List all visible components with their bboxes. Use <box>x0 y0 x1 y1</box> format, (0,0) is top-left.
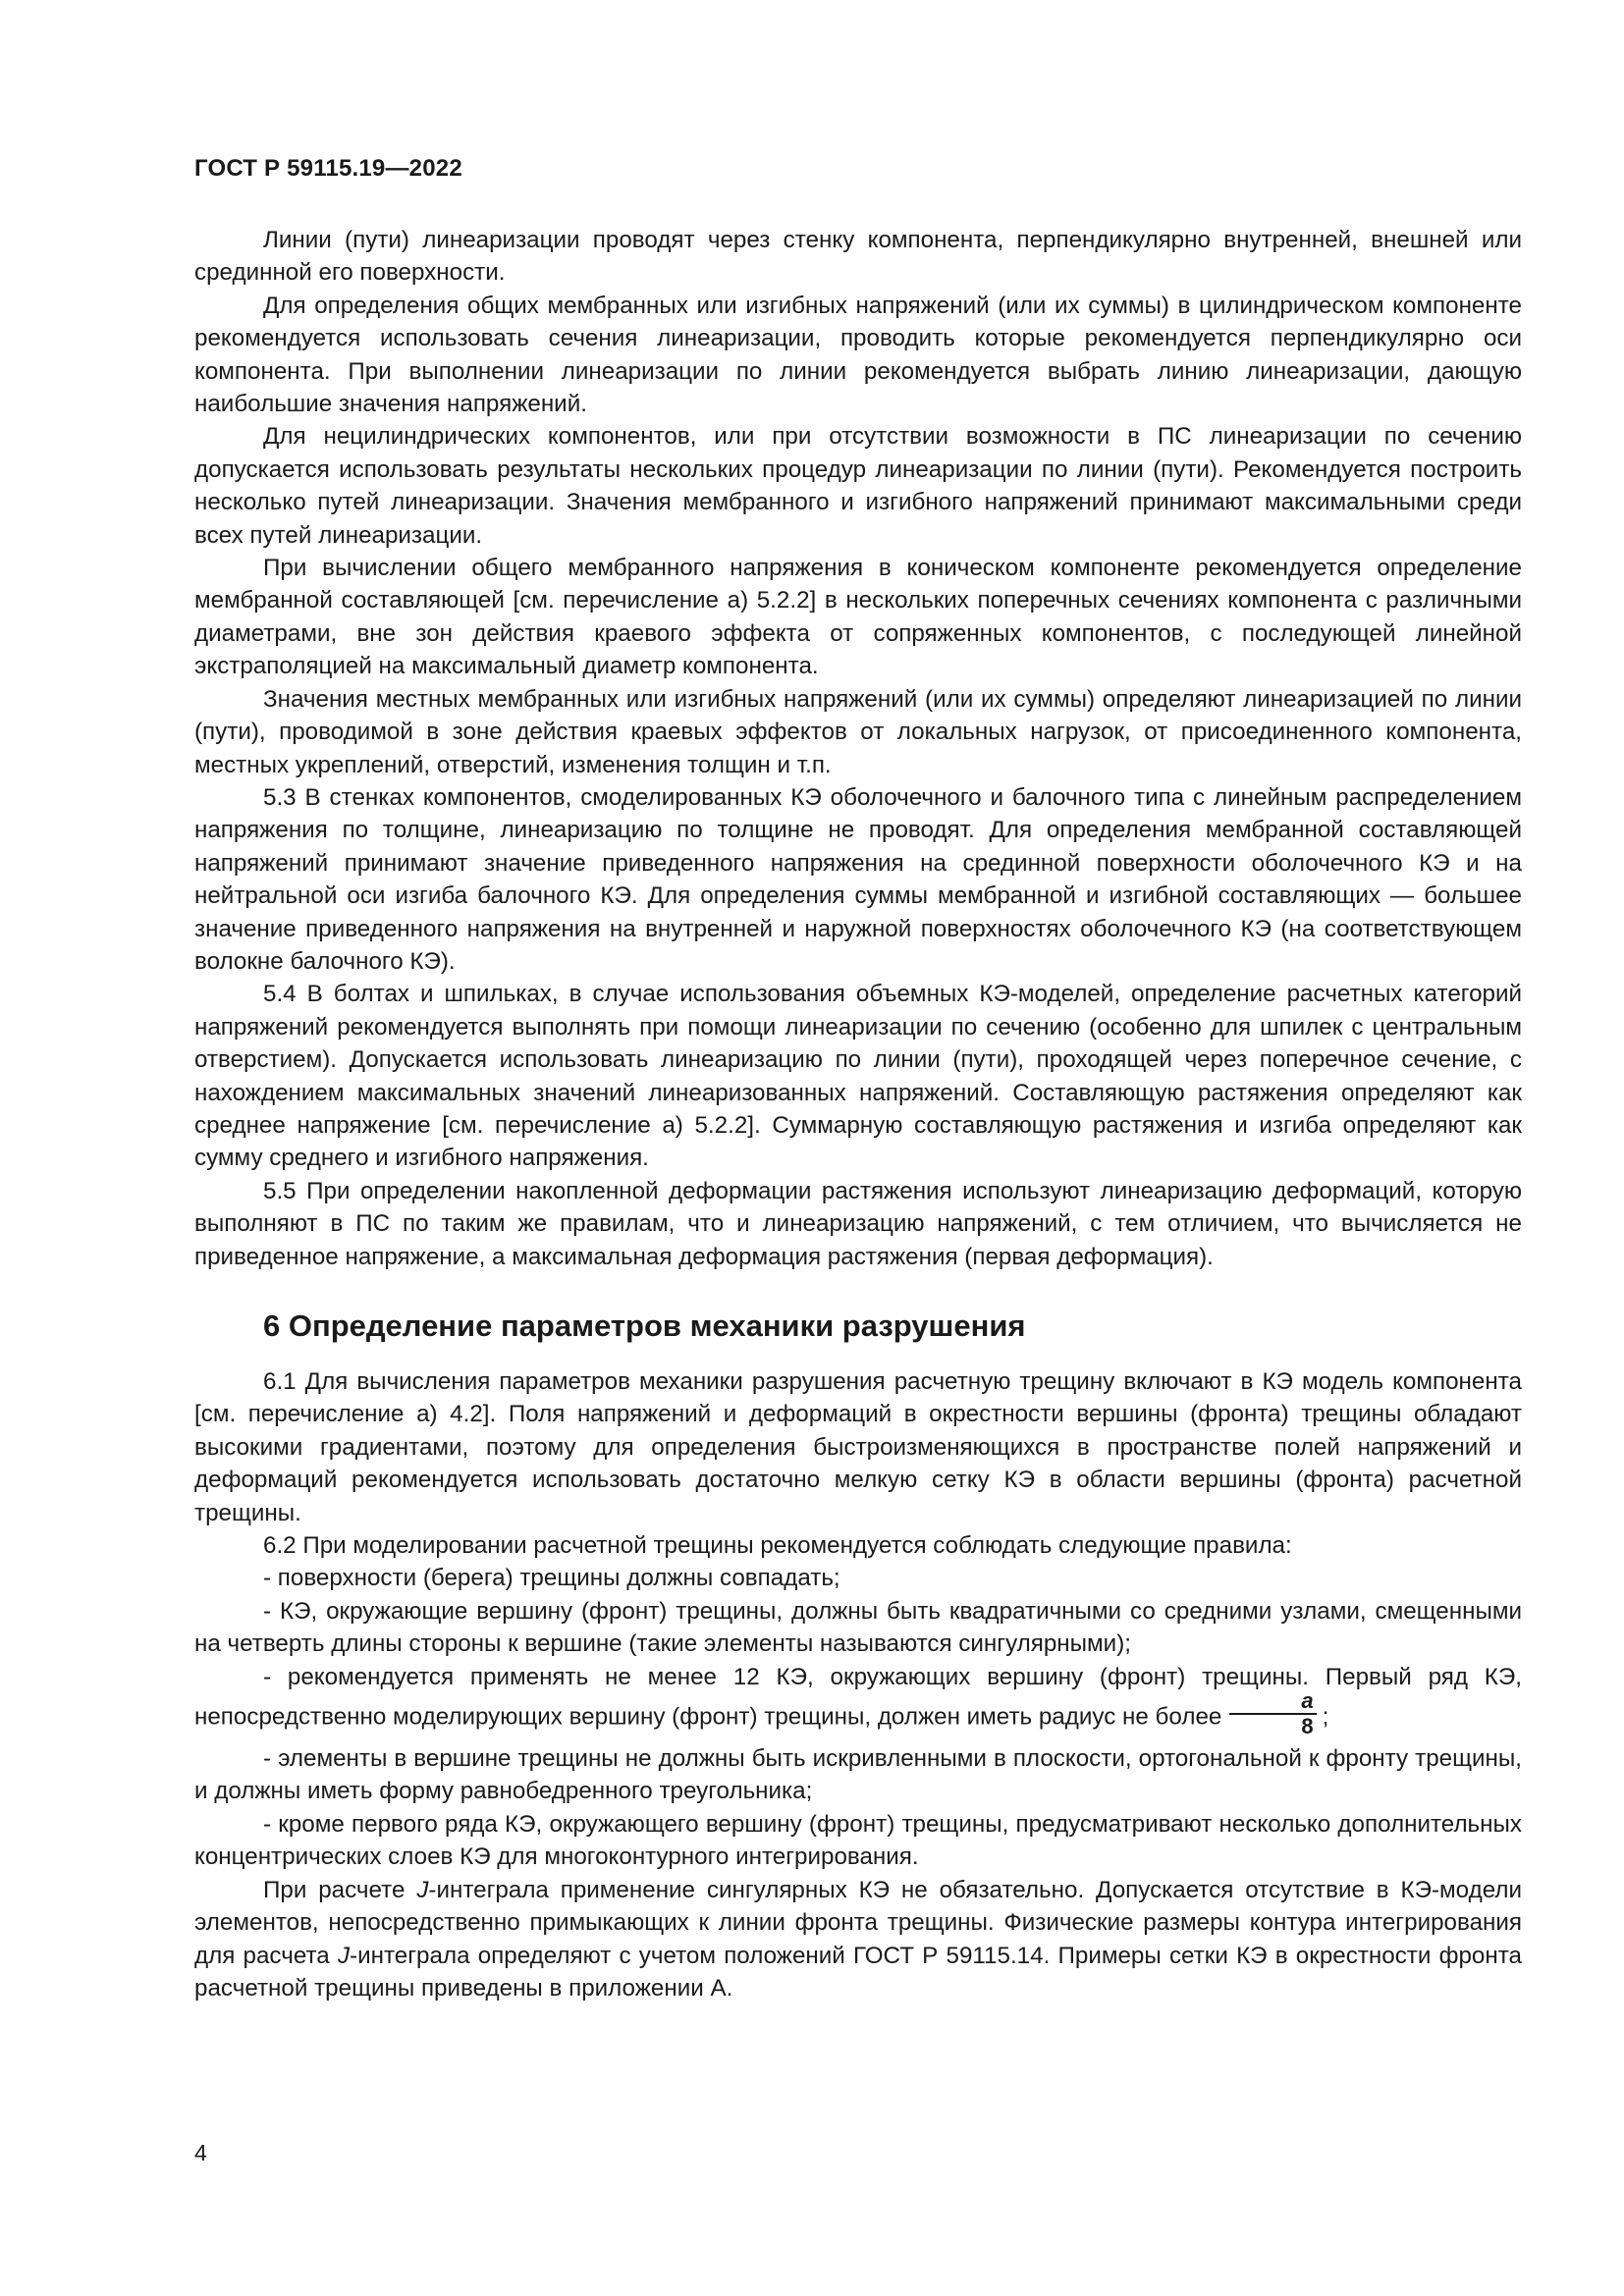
list-item-min-elements <box>194 1661 1522 1742</box>
list-item-crack-surfaces: - поверхности (берега) трещины должны совпадать; <box>263 1565 840 1592</box>
paragraph-5-4: 5.4 В болтах и шпильках, в случае использования объемных КЭ-моделей, определение расчетных категорий напряжений рекомендуется выполнять при помощи линеаризации по сечению (особенно для шпилек с центральным отверстием). Допускается использовать линеаризацию по линии (пути), проходящей через поперечное сечение, с нахождением максимальных значений линеаризованных напряжений. Составляющую растяжения определяют как среднее напряжение [см. перечисление а) 5.2.2]. Суммарную составляющую растяжения и изгиба определяют как сумму среднего и изгибного напряжения. <box>194 981 1522 1172</box>
list-item-min-elements-text: - рекомендуется применять не менее 12 КЭ, окружающих вершину (фронт) трещины. Первый ряд КЭ, непосредственно моделирующих вершину (фронт) трещины, должен иметь радиус не более <box>194 1663 1522 1731</box>
paragraph-conical: При вычислении общего мембранного напряжения в коническом компоненте рекомендуется определение мембранной составляющей [см. перечисление а) 5.2.2] в нескольких поперечных сечениях компонента с различными диаметрами, вне зон действия краевого эффекта от сопряженных компонентов, с последующей линейной экстраполяцией на максимальный диаметр компонента. <box>194 555 1522 680</box>
paragraph-5-3: 5.3 В стенках компонентов, смоделированных КЭ оболочечного и балочного типа с линейным распределением напряжения по толщине, линеаризацию по толщине не проводят. Для определения мембранной составляющей напряжений принимают значение приведенного напряжения на срединной поверхности оболочечного КЭ и на нейтральной оси изгиба балочного КЭ. Для определения суммы мембранной и изгибной составляющих — большее значение приведенного напряжения на внутренней и наружной поверхностях оболочечного КЭ (на соответствующем волокне балочного КЭ). <box>194 783 1522 975</box>
paragraph-6-1: 6.1 Для вычисления параметров механики разрушения расчетную трещину включают в КЭ модель компонента [см. перечисление а) 4.2]. Поля напряжений и деформаций в окрестности вершины (фронта) трещины обладают высокими градиентами, поэтому для определения быстроизменяющихся в пространстве полей напряжений и деформаций рекомендуется использовать достаточно мелкую сетку КЭ в области вершины (фронта) расчетной трещины. <box>194 1368 1522 1526</box>
page-number: 4 <box>194 2140 207 2165</box>
fraction-numerator: a <box>1229 1689 1316 1715</box>
paragraph-6-2: 6.2 При моделировании расчетной трещины рекомендуется соблюдать следующие правила: <box>263 1532 1292 1560</box>
page-body <box>194 224 1522 2004</box>
fraction-denominator: 8 <box>1301 1714 1314 1739</box>
paragraph-noncylindrical: Для нецилиндрических компонентов, или при отсутствии возможности в ПС линеаризации по сечению допускается использовать результаты нескольких процедур линеаризации по линии (пути). Рекомендуется построить несколько путей линеаризации. Значения мембранного и изгибного напряжений принимают максимальными среди всех путей линеаризации. <box>194 423 1522 549</box>
paragraph-local-stresses: Значения местных мембранных или изгибных напряжений (или их суммы) определяют линеаризацией по линии (пути), проводимой в зоне действия краевых эффектов от локальных нагрузок, от присоединенного компонента, местных укреплений, отверстий, изменения толщин и т.п. <box>194 685 1522 778</box>
document-header: ГОСТ Р 59115.19—2022 <box>194 155 462 182</box>
list-item-min-elements-end: ; <box>1322 1703 1329 1731</box>
j-symbol-1: J <box>416 1876 429 1903</box>
j-symbol-2: J <box>337 1942 351 1969</box>
paragraph-cylindrical: Для определения общих мембранных или изгибных напряжений (или их суммы) в цилиндрическом компоненте рекомендуется использовать сечения линеаризации, проводить которые рекомендуется перпендикулярно оси компонента. При выполнении линеаризации по линии рекомендуется выбрать линию линеаризации, дающую наибольшие значения напряжений. <box>194 292 1522 418</box>
list-item-quadratic-elements: - КЭ, окружающие вершину (фронт) трещины, должны быть квадратичными со средними узлами, смещенными на четверть длины стороны к вершине (такие элементы называются сингулярными); <box>194 1597 1522 1658</box>
section-heading-6: 6 Определение параметров механики разрушения <box>263 1308 1026 1343</box>
list-item-concentric-layers: - кроме первого ряда КЭ, окружающего вершину (фронт) трещины, предусматривают несколько дополнительных концентрических слоев КЭ для многоконтурного интегрирования. <box>194 1810 1522 1871</box>
fraction-a-over-8 <box>1229 1689 1316 1738</box>
j-integral-text-3: -интеграла определяют с учетом положений ГОСТ Р 59115.14. Примеры сетки КЭ в окрестности фронта расчетной трещины приведены в приложении А. <box>194 1942 1522 2002</box>
j-integral-text-1: При расчете <box>263 1876 417 1903</box>
paragraph-5-5: 5.5 При определении накопленной деформации растяжения используют линеаризацию деформаций, которую выполняют в ПС по таким же правилам, что и линеаризацию напряжений, с тем отличием, что вычисляется не приведенное напряжение, а максимальная деформация растяжения (первая деформация). <box>194 1177 1522 1270</box>
j-integral-text-2: -интеграла применение сингулярных КЭ не обязательно. Допускается отсутствие в КЭ-модели элементов, непосредственно примыкающих к линии фронта трещины. Физические размеры контура интегрирования для расчета <box>194 1876 1522 1969</box>
paragraph-j-integral <box>194 1874 1522 2005</box>
list-item-isosceles: - элементы в вершине трещины не должны быть искривленными в плоскости, ортогональной к фронту трещины, и должны иметь форму равнобедренного треугольника; <box>194 1745 1522 1805</box>
paragraph-linearization-lines: Линии (пути) линеаризации проводят через стенку компонента, перпендикулярно внутренней, внешней или срединной его поверхности. <box>194 227 1522 287</box>
